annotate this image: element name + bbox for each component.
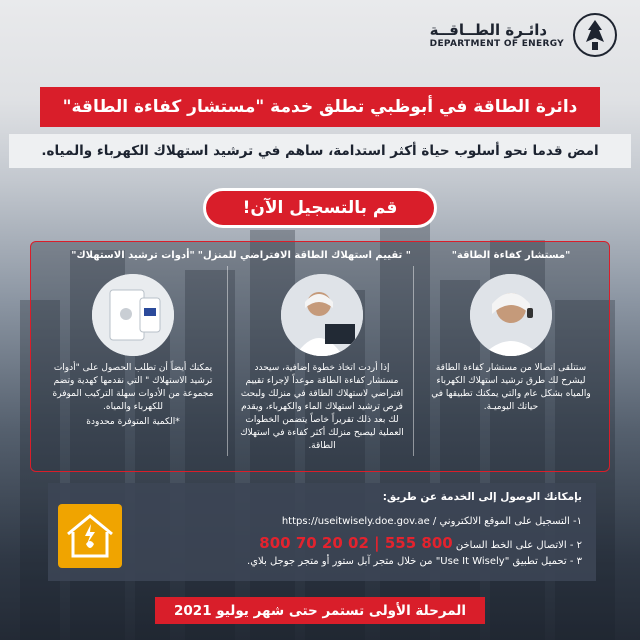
footer-banner [155, 597, 485, 624]
card-title: "مستشار كفاءة الطاقة" [451, 250, 571, 261]
register-now-label: قم بالتسجيل الآن! [242, 198, 398, 218]
card-virtual-assessment [197, 248, 411, 468]
page-title: دائرة الطاقة في أبوظبي تطلق خدمة "مستشار كفاءة الطاقة" [62, 97, 578, 117]
hotline-numbers[interactable]: 800 555 | 02 20 70 800 [259, 534, 453, 552]
subtitle-banner [9, 134, 631, 168]
tools-kit-photo [92, 274, 174, 356]
website-label: ١- التسجيل على الموقع الالكتروني / [432, 516, 582, 527]
laptop-consultant-icon [281, 274, 363, 356]
card-description: إذا أردت اتخاذ خطوة إضافية، سيحدد مستشار كفاءة الطاقة موعداً لإجراء تقييم افتراضي لاستهلاك الطاقة في منزلك ولبحث فرص ترشيد استهلاك الماء والكهرباء، ويقدم لك بعد ذلك تقريراً خاصاً يتضمن الخطوات العملية ليصبح منزلك أكثر كفاءة في استهلاك الطاقة. [240, 363, 404, 451]
logo-arabic-name: دائـرة الطــاقــة [429, 21, 548, 39]
access-heading: بإمكانك الوصول إلى الخدمة عن طريق: [382, 491, 582, 503]
access-website-line [282, 516, 582, 527]
card-title: " تقييم استهلاك الطاقة الافتراضي للمنزل" [197, 250, 411, 261]
card-description: ستتلقى اتصالا من مستشار كفاءة الطاقة ليشرح لك طرق ترشيد استهلاك الكهرباء والمياه بشكل عام والتي يمكنك تطبيقها في حياتك اليوميـة. [431, 363, 591, 412]
access-hotline-line [259, 534, 582, 552]
phase-note: المرحلة الأولى تستمر حتى شهر يوليو 2021 [174, 602, 466, 619]
falcon-emblem-icon [572, 12, 618, 58]
assessment-photo [281, 274, 363, 356]
advisor-photo [470, 274, 552, 356]
card-divider [227, 266, 228, 456]
advisor-headset-icon [470, 274, 552, 356]
card-energy-advisor [422, 248, 600, 468]
website-link[interactable]: https://useitwisely.doe.gov.ae [281, 516, 430, 527]
card-divider [413, 266, 414, 456]
card-title: "أدوات ترشيد الاستهلاك" [71, 250, 195, 261]
hotline-label: ٢ - الاتصال على الخط الساخن [455, 540, 582, 551]
availability-note: *الكمية المتوفرة محدودة [86, 417, 180, 427]
water-saving-kit-icon [92, 274, 174, 356]
card-description: يمكنك أيضاً أن تطلب الحصول على "أدوات ترشيد الاستهلاك " التي نقدمها كهدية وتضم مجموعة من الأدوات سهلة التركيب الموفرة للكهرباء والمياه. [52, 363, 214, 412]
access-app-line: ٣ - تحميل تطبيق "Use It Wisely" من خلال متجر آبل ستور أو متجر جوجل بلاي. [247, 556, 582, 567]
house-energy-water-icon [58, 504, 122, 568]
register-now-button[interactable] [203, 188, 437, 228]
card-conservation-tools [44, 248, 222, 468]
department-logo [430, 12, 618, 58]
house-icon-box [58, 504, 122, 568]
page-subtitle: امض قدما نحو أسلوب حياة أكثر استدامة، ساهم في ترشيد استهلاك الكهرباء والمياه. [41, 143, 599, 159]
logo-english-name: DEPARTMENT OF ENERGY [429, 39, 564, 49]
title-banner [40, 87, 600, 127]
